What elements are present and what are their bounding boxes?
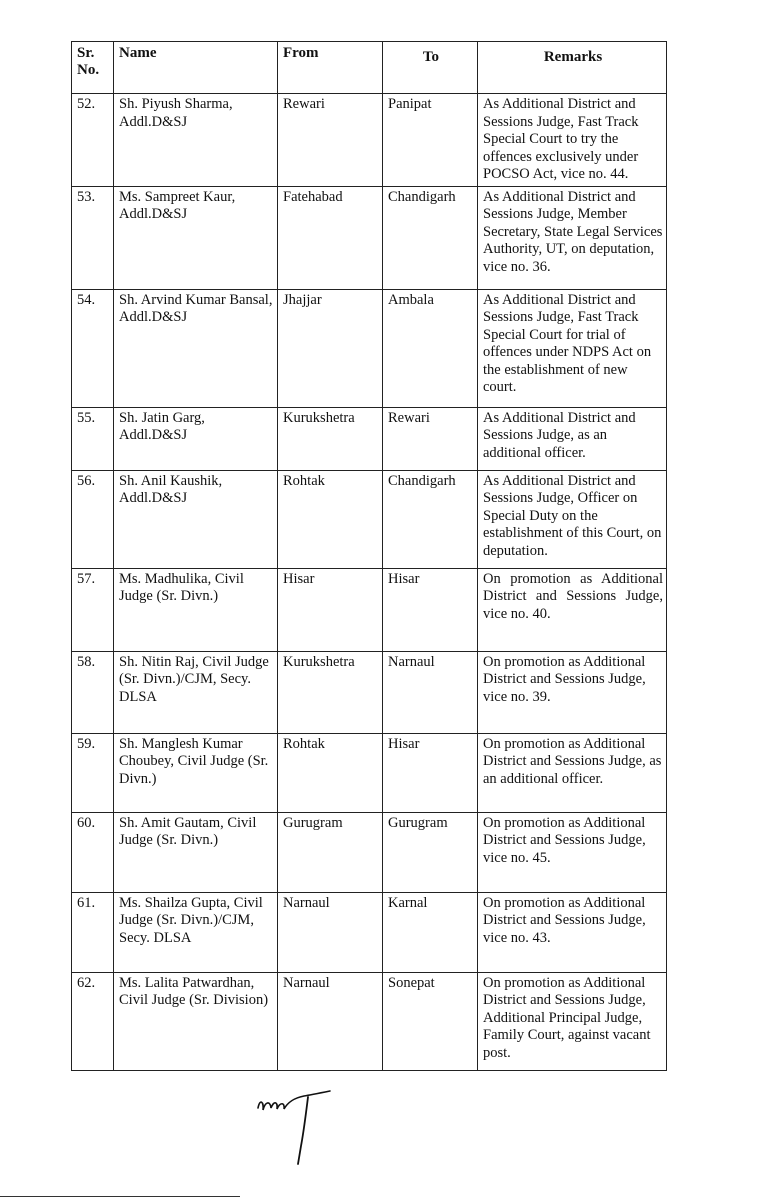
cell-to: Hisar — [383, 568, 478, 651]
cell-remarks: On promotion as Additional District and Sessions Judge, vice no. 45. — [478, 812, 667, 892]
cell-to: Sonepat — [383, 972, 478, 1070]
cell-from: Narnaul — [278, 892, 383, 972]
cell-remarks: On promotion as Additional District and Sessions Judge, vice no. 40. — [478, 568, 667, 651]
cell-name: Sh. Anil Kaushik, Addl.D&SJ — [114, 470, 278, 568]
cell-name: Ms. Madhulika, Civil Judge (Sr. Divn.) — [114, 568, 278, 651]
table-row — [72, 892, 667, 972]
cell-remarks: As Additional District and Sessions Judge, as an additional officer. — [478, 407, 667, 470]
cell-name: Sh. Amit Gautam, Civil Judge (Sr. Divn.) — [114, 812, 278, 892]
cell-sr: 53. — [72, 186, 114, 289]
cell-to: Rewari — [383, 407, 478, 470]
header-name: Name — [114, 42, 278, 94]
cell-from: Fatehabad — [278, 186, 383, 289]
cell-remarks: As Additional District and Sessions Judge, Fast Track Special Court for trial of offences under NDPS Act on the establishment of new court. — [478, 289, 667, 407]
cell-from: Rewari — [278, 94, 383, 187]
cell-from: Gurugram — [278, 812, 383, 892]
header-to: To — [383, 42, 478, 94]
cell-name: Sh. Arvind Kumar Bansal, Addl.D&SJ — [114, 289, 278, 407]
cell-name: Sh. Jatin Garg, Addl.D&SJ — [114, 407, 278, 470]
cell-to: Chandigarh — [383, 470, 478, 568]
cell-from: Rohtak — [278, 733, 383, 812]
cell-name: Ms. Lalita Patwardhan, Civil Judge (Sr. Division) — [114, 972, 278, 1070]
cell-sr: 52. — [72, 94, 114, 187]
cell-sr: 56. — [72, 470, 114, 568]
table-row — [72, 972, 667, 1070]
transfer-table — [71, 41, 667, 1071]
table-row — [72, 186, 667, 289]
cell-from: Hisar — [278, 568, 383, 651]
cell-to: Gurugram — [383, 812, 478, 892]
cell-to: Ambala — [383, 289, 478, 407]
cell-remarks: On promotion as Additional District and Sessions Judge, as an additional officer. — [478, 733, 667, 812]
table-row — [72, 568, 667, 651]
table-row — [72, 407, 667, 470]
cell-sr: 59. — [72, 733, 114, 812]
cell-from: Jhajjar — [278, 289, 383, 407]
header-from: From — [278, 42, 383, 94]
cell-sr: 55. — [72, 407, 114, 470]
cell-to: Panipat — [383, 94, 478, 187]
cell-sr: 54. — [72, 289, 114, 407]
cell-to: Karnal — [383, 892, 478, 972]
cell-to: Chandigarh — [383, 186, 478, 289]
cell-remarks: As Additional District and Sessions Judge, Officer on Special Duty on the establishment of this Court, on deputation. — [478, 470, 667, 568]
cell-sr: 58. — [72, 651, 114, 733]
cell-name: Ms. Sampreet Kaur, Addl.D&SJ — [114, 186, 278, 289]
cell-from: Narnaul — [278, 972, 383, 1070]
signature-icon — [250, 1088, 350, 1173]
cell-to: Narnaul — [383, 651, 478, 733]
cell-sr: 60. — [72, 812, 114, 892]
table-row — [72, 289, 667, 407]
table-row — [72, 733, 667, 812]
cell-name: Sh. Manglesh Kumar Choubey, Civil Judge (Sr. Divn.) — [114, 733, 278, 812]
cell-from: Kurukshetra — [278, 407, 383, 470]
header-sr-no: Sr. No. — [72, 42, 114, 94]
cell-sr: 61. — [72, 892, 114, 972]
cell-name: Sh. Piyush Sharma, Addl.D&SJ — [114, 94, 278, 187]
cell-name: Sh. Nitin Raj, Civil Judge (Sr. Divn.)/CJM, Secy. DLSA — [114, 651, 278, 733]
footer-divider — [0, 1196, 240, 1197]
table-header-row — [72, 42, 667, 94]
header-remarks: Remarks — [478, 42, 667, 94]
cell-remarks: On promotion as Additional District and Sessions Judge, Additional Principal Judge, Family Court, against vacant post. — [478, 972, 667, 1070]
cell-to: Hisar — [383, 733, 478, 812]
cell-name: Ms. Shailza Gupta, Civil Judge (Sr. Divn.)/CJM, Secy. DLSA — [114, 892, 278, 972]
table-row — [72, 812, 667, 892]
cell-from: Kurukshetra — [278, 651, 383, 733]
cell-sr: 57. — [72, 568, 114, 651]
cell-remarks: On promotion as Additional District and Sessions Judge, vice no. 43. — [478, 892, 667, 972]
cell-remarks: As Additional District and Sessions Judge, Fast Track Special Court to try the offences exclusively under POCSO Act, vice no. 44. — [478, 94, 667, 187]
table-row — [72, 94, 667, 187]
cell-sr: 62. — [72, 972, 114, 1070]
cell-remarks: As Additional District and Sessions Judge, Member Secretary, State Legal Services Authority, UT, on deputation, vice no. 36. — [478, 186, 667, 289]
cell-remarks: On promotion as Additional District and Sessions Judge, vice no. 39. — [478, 651, 667, 733]
cell-from: Rohtak — [278, 470, 383, 568]
table-row — [72, 470, 667, 568]
table-row — [72, 651, 667, 733]
